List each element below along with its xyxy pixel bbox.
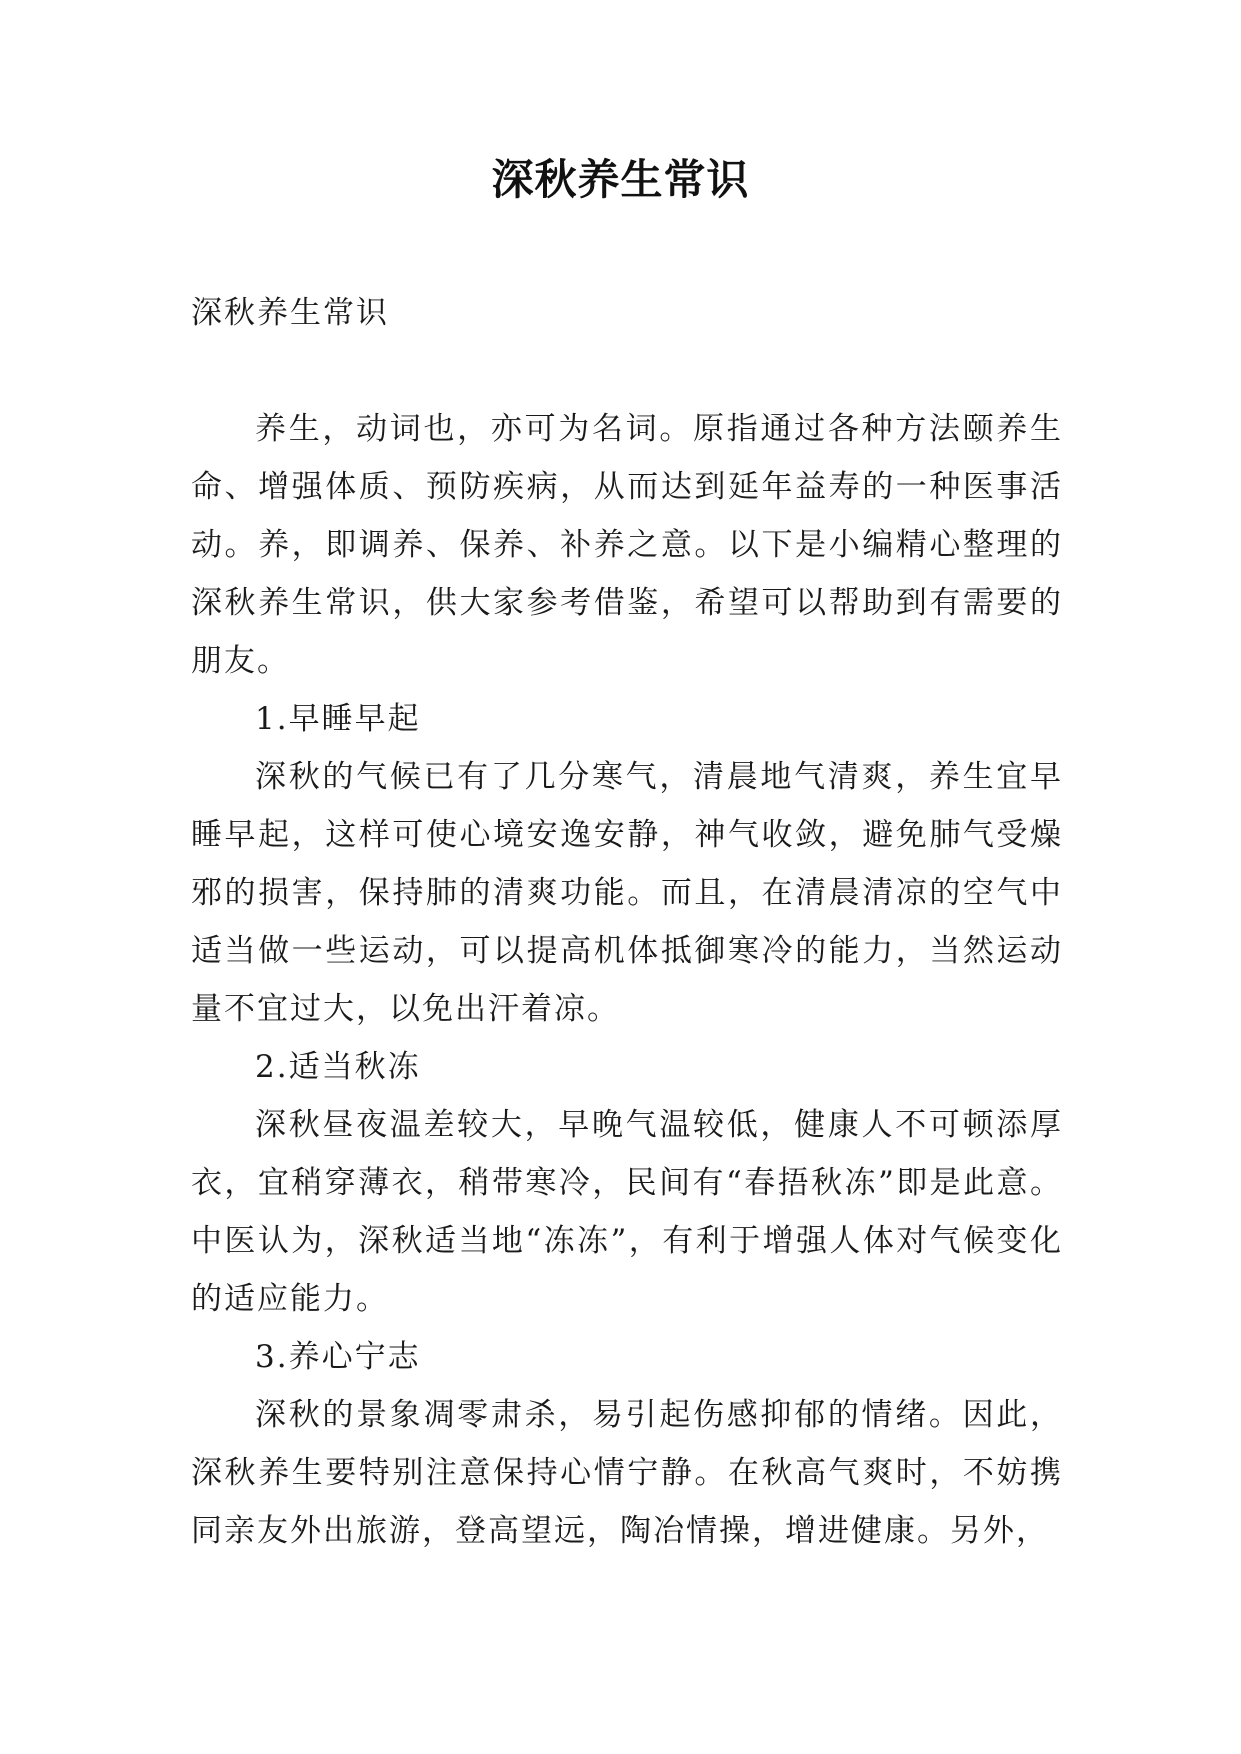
document-subtitle: 深秋养生常识 xyxy=(191,295,389,331)
section-heading-autumn-cold: 2.适当秋冻 xyxy=(255,1049,421,1085)
section-paragraph-early-sleep: 深秋的气候已有了几分寒气，清晨地气清爽，养生宜早睡早起，这样可使心境安逸安静，神气收敛，避免肺气受燥邪的损害，保持肺的清爽功能。而且，在清晨清凉的空气中适当做一些运动，可以提高机体抵御寒冷的能力，当然运动量不宜过大，以免出汗着凉。 xyxy=(191,759,1063,1027)
section-paragraph-calm-mind: 深秋的景象凋零肃杀，易引起伤感抑郁的情绪。因此，深秋养生要特别注意保持心情宁静。在秋高气爽时，不妨携同亲友外出旅游，登高望远，陶冶情操，增进健康。另外， xyxy=(191,1397,1063,1549)
blank-line xyxy=(191,342,1063,400)
section-heading-calm-mind: 3.养心宁志 xyxy=(255,1339,421,1375)
document-title: 深秋养生常识 xyxy=(491,155,750,204)
section-paragraph-autumn-cold: 深秋昼夜温差较大，早晚气温较低，健康人不可顿添厚衣，宜稍穿薄衣，稍带寒冷，民间有“春捂秋冻”即是此意。中医认为，深秋适当地“冻冻”，有利于增强人体对气候变化的适应能力。 xyxy=(191,1107,1063,1317)
intro-paragraph: 养生，动词也，亦可为名词。原指通过各种方法颐养生命、增强体质、预防疾病，从而达到延年益寿的一种医事活动。养，即调养、保养、补养之意。以下是小编精心整理的深秋养生常识，供大家参考借鉴，希望可以帮助到有需要的朋友。 xyxy=(191,411,1063,679)
document-body xyxy=(191,284,1063,1560)
section-heading-early-sleep: 1.早睡早起 xyxy=(255,701,421,737)
